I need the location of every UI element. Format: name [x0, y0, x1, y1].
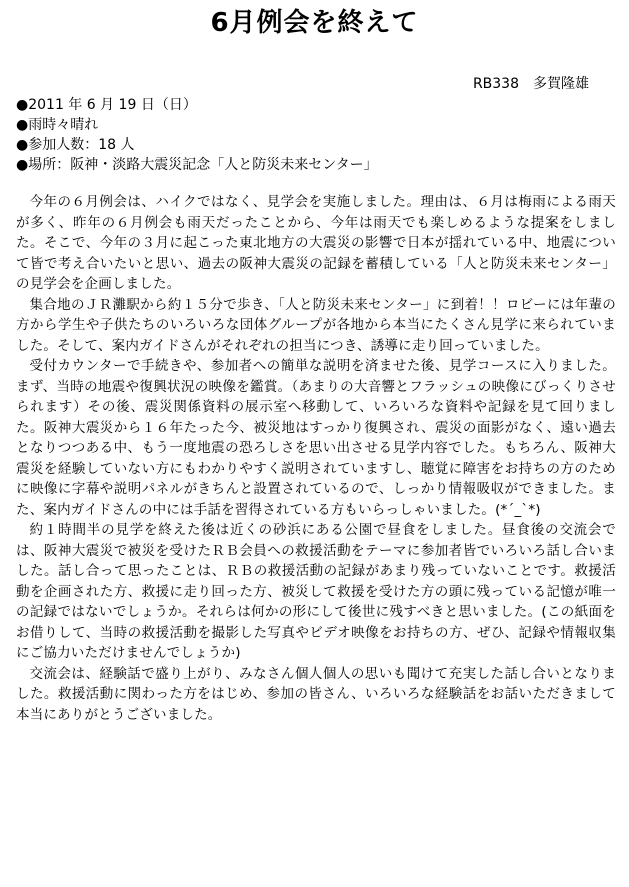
- bullet-icon: ●: [16, 97, 29, 113]
- author-line: [473, 74, 589, 94]
- author-name: 多賀隆雄: [533, 76, 589, 92]
- event-participants-text: 参加人数：18 人: [28, 137, 135, 153]
- body-paragraph: 集合地のＪＲ灘駅から約１５分で歩き、「人と防災未来センター」に到着！！ロビーには年輩の方から学生や子供たちのいろいろな団体グループが各地から本当にたくさん見学に来られていました。そして、案内ガイドさんがそれぞれの担当につき、誘導に走り回っていました。: [16, 296, 616, 354]
- event-date-text: 2011 年 6 月 19 日（日）: [28, 97, 197, 113]
- body-paragraph: 受付カウンターで手続きや、参加者への簡単な説明を済ませた後、見学コースに入りました。まず、当時の地震や復興状況の映像を鑑賞。（あまりの大音響とフラッシュの映像にびっくりさせられます）その後、震災関係資料の展示室へ移動して、いろいろな資料や記録を見て回りました。阪神大震災から１６年たった今、被災地はすっかり復興され、震災の面影がなく、遠い過去となりつつある中、もう一度地震の恐ろしさを思い出させる見学内容でした。もちろん、阪神大震災を経験していない方にもわかりやすく説明されていますし、聴覚に障害をお持ちの方のために映像に字幕や説明パネルがきちんと設置されているので、しっかり情報吸収ができました。また、案内ガイドさんの中には手話を習得されている方もいらっしゃいました。(*´_`*): [16, 358, 616, 518]
- event-participants: [16, 135, 378, 155]
- event-weather-text: 雨時々晴れ: [28, 117, 99, 133]
- event-date: [16, 95, 378, 115]
- body-paragraph: 約１時間半の見学を終えた後は近くの砂浜にある公園で昼食をしました。昼食後の交流会では、阪神大震災で被災を受けたＲＢ会員への救援活動をテーマに参加者皆でいろいろ話し合いました。話し合って思ったことは、ＲＢの救援活動の記録があまり残っていないことです。救援活動を企画された方、救援に走り回った方、被災して救援を受けた方の頭に残っている記憶が唯一の記録ではないでしょうか。それらは何かの形にして後世に残すべきと思いました。(この紙面をお借りして、当時の救援活動を撮影した写真やビデオ映像をお持ちの方、ぜひ、記録や情報収集にご協力いただけませんでしょうか): [16, 522, 616, 661]
- page-title: 6月例会を終えて: [210, 8, 419, 38]
- bullet-icon: ●: [16, 137, 29, 153]
- event-location: [16, 155, 378, 175]
- body-paragraph: 交流会は、経験話で盛り上がり、みなさん個人個人の思いも聞けて充実した話し合いとなりました。救援活動に関わった方をはじめ、参加の皆さん、いろいろな経験話をお話いただきまして本当にありがとうございました。: [16, 665, 616, 723]
- body-paragraph: 今年の６月例会は、ハイクではなく、見学会を実施しました。理由は、６月は梅雨による雨天が多く、昨年の６月例会も雨天だったことから、今年は雨天でも楽しめるような提案をしました。そこで、今年の３月に起こった東北地方の大震災の影響で日本が揺れている中、地震について皆で考え合いたいと思い、過去の阪神大震災の記録を蓄積している「人と防災未来センター」の見学会を企画しました。: [16, 194, 616, 292]
- event-details: [16, 95, 378, 175]
- bullet-icon: ●: [16, 157, 29, 173]
- author-id: RB338: [472, 76, 519, 92]
- report-body: [16, 192, 616, 725]
- bullet-icon: ●: [16, 117, 29, 133]
- event-weather: [16, 115, 378, 135]
- event-location-text: 場所：阪神・淡路大震災記念「人と防災未来センター」: [28, 157, 378, 173]
